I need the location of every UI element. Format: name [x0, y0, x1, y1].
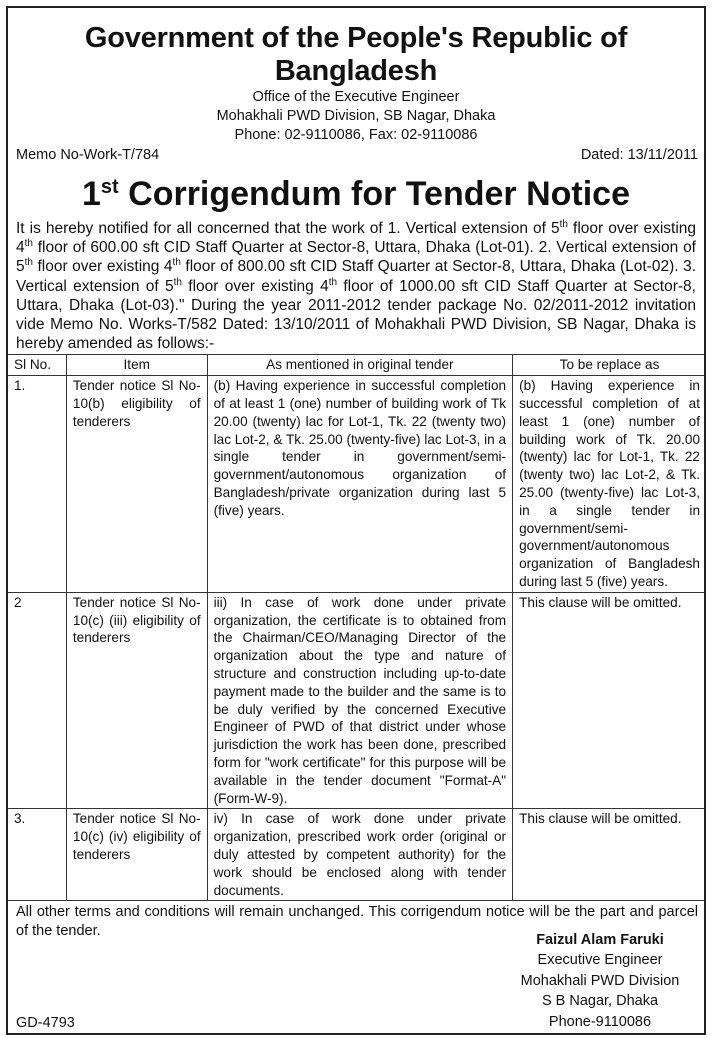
- corrigendum-heading: [8, 166, 704, 215]
- cell-sl: 2: [8, 592, 67, 809]
- cell-item: Tender notice Sl No-10(b) eligibility of tenderers: [66, 376, 207, 593]
- notice-frame: [6, 6, 706, 1035]
- heading-ordinal-suffix: st: [100, 176, 119, 198]
- signatory-phone: Phone-9110086: [548, 1013, 652, 1030]
- cell-replace: This clause will be omitted.: [513, 809, 706, 901]
- signature-block: [500, 930, 700, 1033]
- signatory-address: S B Nagar, Dhaka: [541, 993, 659, 1009]
- cell-sl: 1.: [8, 376, 67, 593]
- cell-original: iv) In case of work done under private organization, prescribed work order (original or duly attested by competent authority) for the work should be enclosed along with tender documents.: [207, 809, 512, 901]
- table-header-row: [8, 355, 707, 376]
- signature-block-wrap: [8, 930, 700, 1033]
- signatory-designation: Executive Engineer: [537, 952, 663, 968]
- gd-code: GD-4793: [16, 1015, 75, 1031]
- col-header-sl: Sl No.: [8, 355, 67, 376]
- phone-fax: Phone: 02-9110086, Fax: 02-9110086: [234, 127, 478, 143]
- table-row: [8, 809, 707, 901]
- cell-replace: (b) Having experience in successful completion of at least 1 (one) number of building work of Tk. 20.00 (twenty) lac for Lot-1, Tk. 22 (twenty two) lac Lot-2, & Tk. 25.00 (twenty-five) lac Lot-3, in a single tender in government/semi-government/autonomous organization of Bangladesh during last 5 (five) years.: [513, 376, 706, 593]
- cell-item: Tender notice Sl No-10(c) (iv) eligibility of tenderers: [66, 809, 207, 901]
- cell-original: iii) In case of work done under private organization, the certificate is to obtained from the Chairman/CEO/Managing Director of the organization about the type and nature of structure and construction including up-to-date payment made to the builder and the same is to be duly verified by the concerned Executive Engineer of PWD of that district under whose jurisdiction the work has been done, prescribed form for "work certificate" for this purpose will be available in the tender document "Format-A" (Form-W-9).: [207, 592, 512, 809]
- heading-text: Corrigendum for Tender Notice: [118, 175, 630, 213]
- col-header-original: As mentioned in original tender: [207, 355, 512, 376]
- table-row: [8, 592, 707, 809]
- office-name: Office of the Executive Engineer: [252, 89, 460, 105]
- signatory-division: Mohakhali PWD Division: [520, 972, 680, 989]
- col-header-replace: To be replace as: [513, 355, 706, 376]
- cell-sl: 3.: [8, 809, 67, 901]
- heading-ordinal: 1: [81, 175, 101, 213]
- closing-paragraph: All other terms and conditions will remain unchanged. This corrigendum notice will be the part and parcel of the tender.: [16, 904, 698, 940]
- division-address: Mohakhali PWD Division, SB Nagar, Dhaka: [216, 108, 496, 124]
- memo-number: Memo No-Work-T/784: [16, 147, 160, 163]
- amendment-table: [7, 354, 706, 901]
- government-title: Government of the People's Republic of Bangladesh: [84, 22, 628, 87]
- cell-replace: This clause will be omitted.: [513, 592, 706, 809]
- memo-date: Dated: 13/11/2011: [580, 147, 698, 163]
- col-header-item: Item: [66, 355, 207, 376]
- intro-paragraph: It is hereby notified for all concerned that the work of 1. Vertical extension of 5th floor over existing 4th floor of 600.00 sft CID Staff Quarter at Sector-8, Uttara, Dhaka (Lot-01). 2. Vertical extension of 5th floor over existing 4th floor of 800.00 sft CID Staff Quarter at Sector-8, Uttara, Dhaka (Lot-02). 3. Vertical extension of 5th floor over existing 4th floor of 1000.00 sft CID Staff Quarter at Sector-8, Uttara, Dhaka (Lot-03)." During the year 2011-2012 tender package No. 02/2011-2012 invitation vide Memo No. Works-T/582 Dated: 13/10/2011 of Mohakhali PWD Division, SB Nagar, Dhaka is hereby amended as follows:-: [16, 219, 696, 353]
- signatory-name: Faizul Alam Faruki: [536, 931, 664, 948]
- memo-row: [8, 145, 704, 164]
- table-row: [8, 376, 707, 593]
- cell-item: Tender notice Sl No-10(c) (iii) eligibility of tenderers: [66, 592, 207, 809]
- cell-original: (b) Having experience in successful completion of at least 1 (one) number of building work of Tk 20.00 (twenty) lac for Lot-1, Tk. 22 (twenty two) lac Lot-2, & Tk. 25.00 (twenty-five) lac Lot-3, in a single tender in government/semi-government/autonomous organization of Bangladesh/private organization during last 5 (five) years.: [207, 376, 512, 593]
